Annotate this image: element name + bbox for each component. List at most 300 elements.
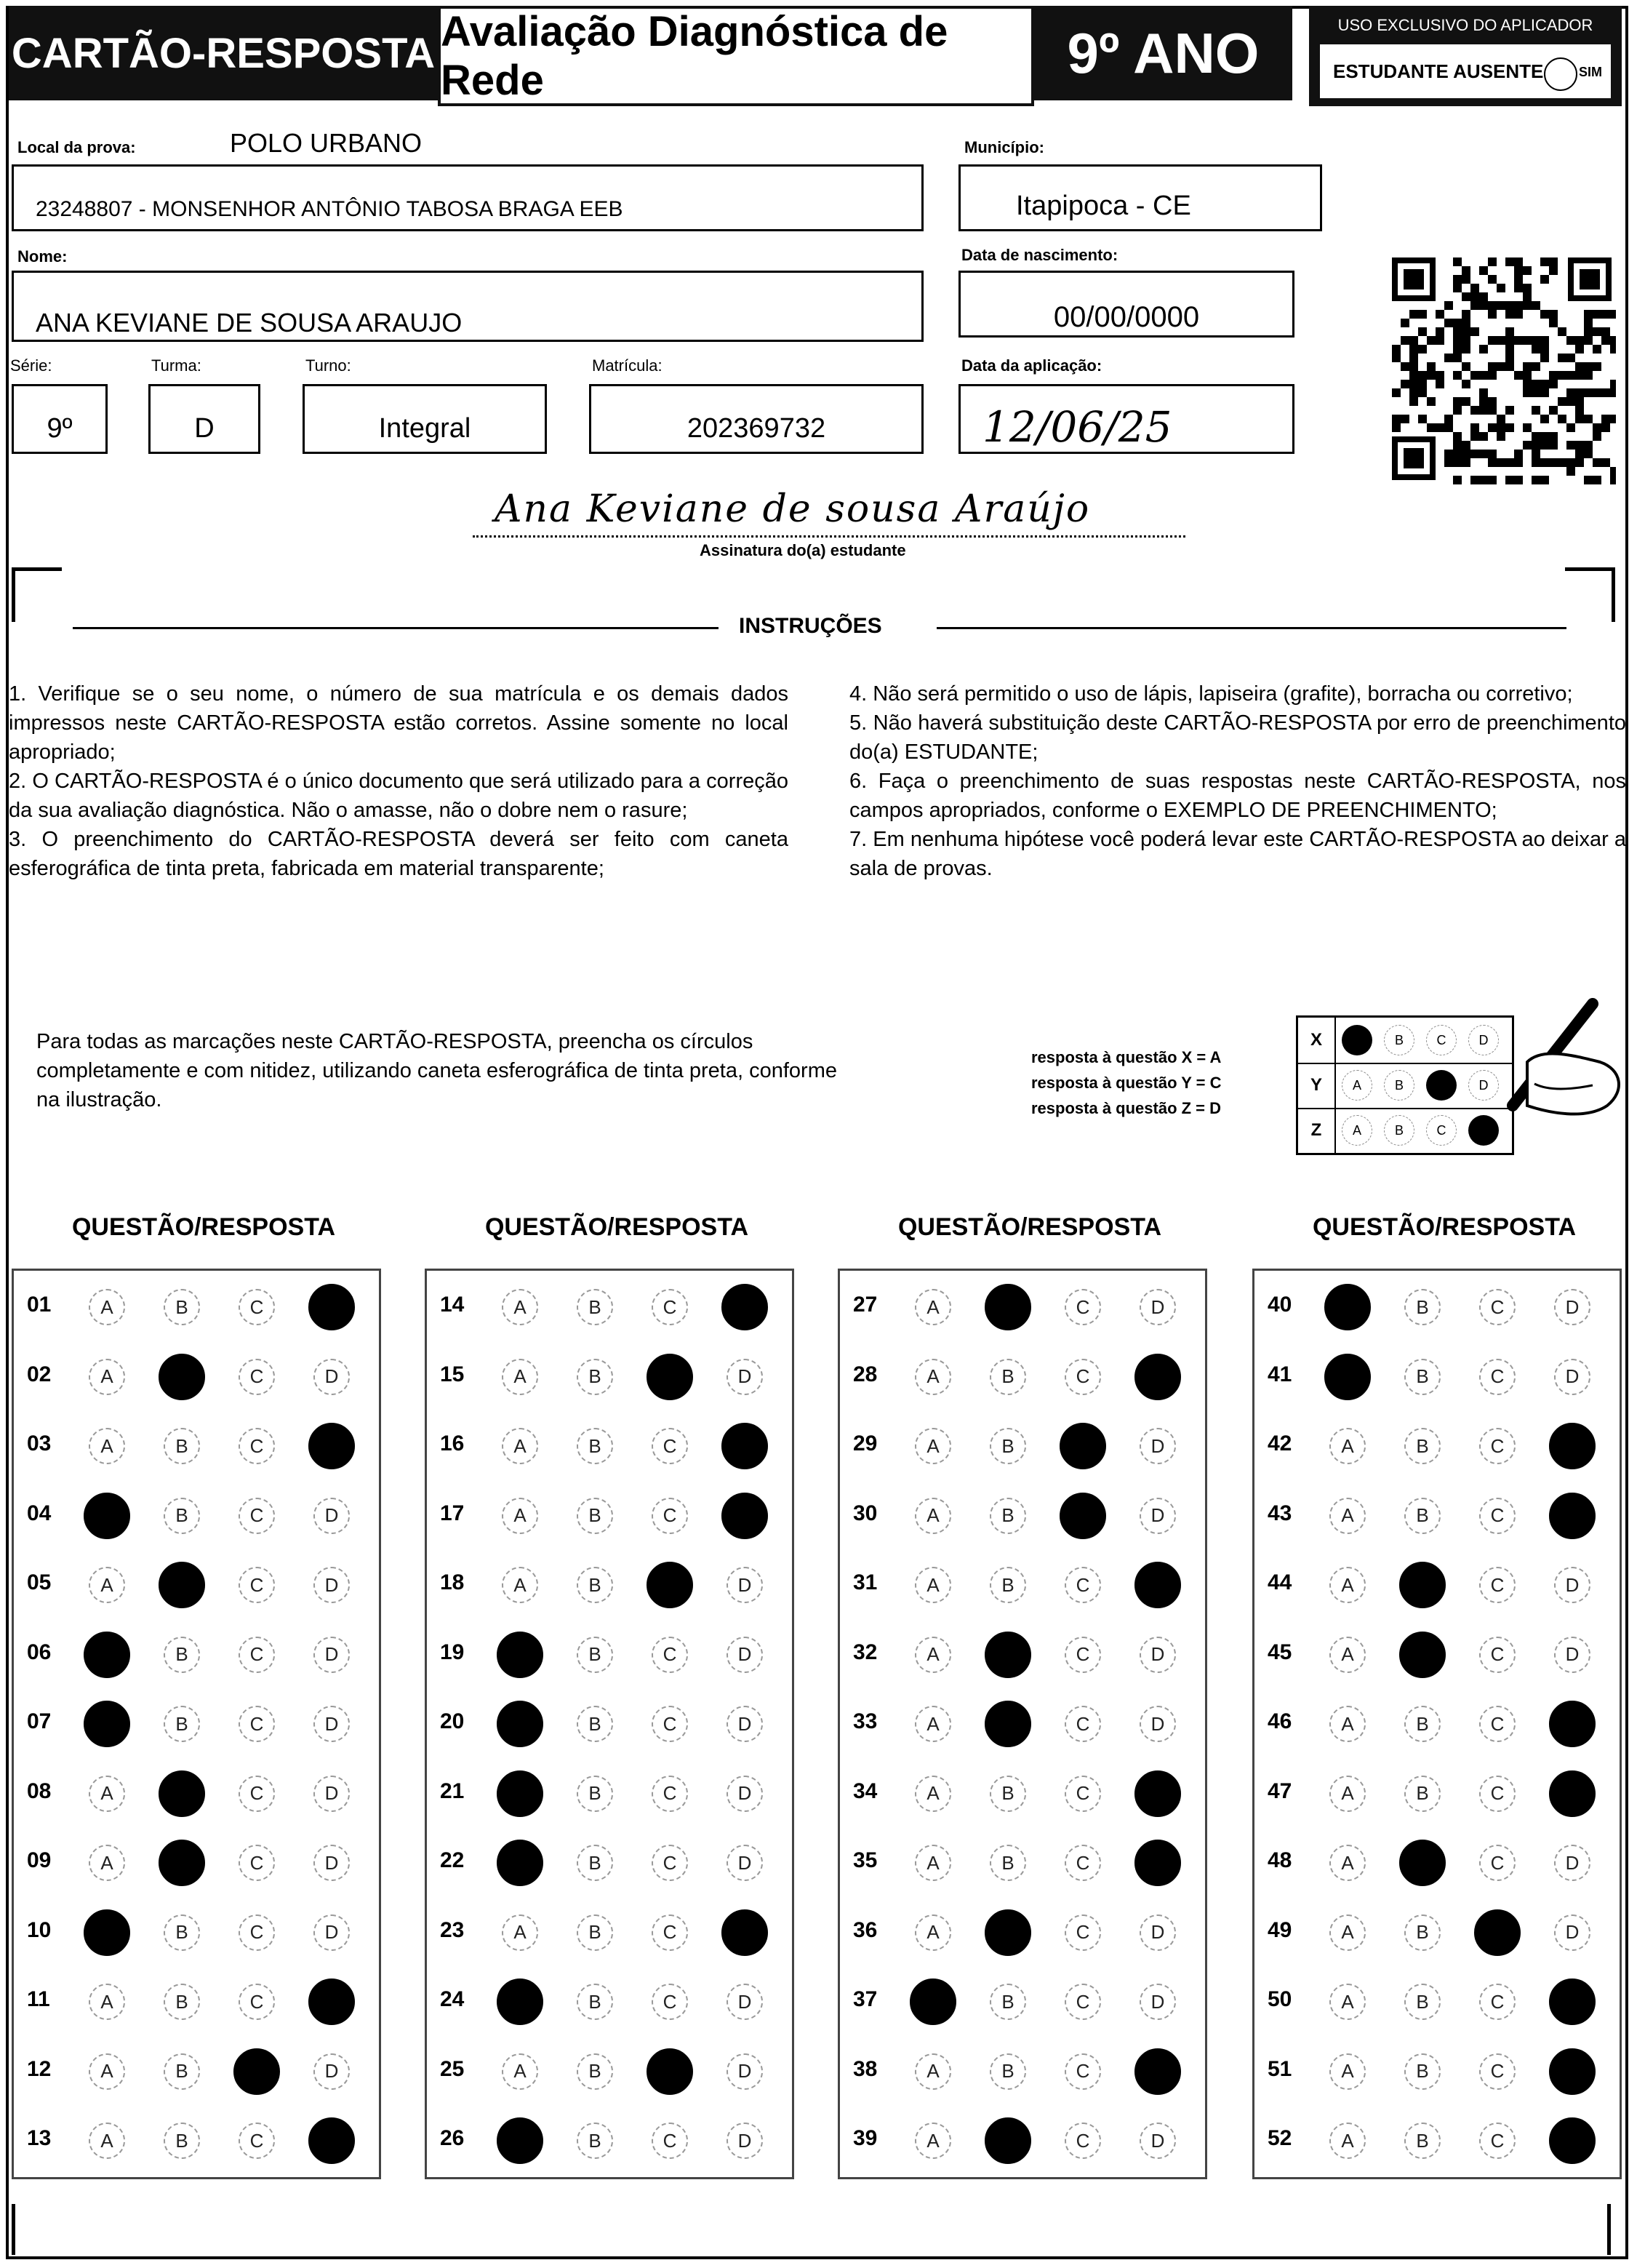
answer-bubble-c[interactable]: C	[652, 1984, 688, 2020]
question-row	[840, 1772, 1205, 1816]
instructions-rule-right	[937, 627, 1566, 629]
answer-bubble-a[interactable]: A	[497, 2117, 543, 2164]
applicator-panel	[1309, 6, 1622, 106]
answer-bubble-c[interactable]: C	[239, 1845, 275, 1881]
corner-top-right	[1565, 567, 1615, 622]
question-number: 40	[1268, 1293, 1292, 1317]
answer-bubble-a[interactable]: A	[89, 1359, 125, 1395]
question-row	[1254, 1424, 1620, 1468]
answer-bubble-b[interactable]: B	[577, 1359, 613, 1395]
answer-bubble-c[interactable]: C	[1479, 1706, 1516, 1742]
answer-bubble-d[interactable]: D	[1549, 1423, 1596, 1469]
question-number: 32	[853, 1640, 878, 1664]
answer-bubble-c[interactable]: C	[1065, 1914, 1101, 1951]
answer-bubble-c[interactable]: C	[239, 1984, 275, 2020]
answer-bubble-c[interactable]: C	[1065, 2053, 1101, 2090]
question-row	[14, 1285, 379, 1329]
answer-bubble-a[interactable]: A	[502, 1428, 538, 1464]
answer-bubble-b[interactable]: B	[577, 2053, 613, 2090]
answer-bubble-b[interactable]: B	[990, 2053, 1026, 2090]
answer-bubble-d[interactable]: D	[721, 1493, 768, 1539]
answer-bubble-b[interactable]: B	[159, 1354, 205, 1400]
answer-bubble-c[interactable]: C	[239, 1567, 275, 1603]
answer-bubble-a[interactable]: A	[1329, 2123, 1366, 2159]
answer-bubble-d[interactable]: D	[313, 1706, 350, 1742]
answer-bubble-d[interactable]: D	[1140, 1706, 1176, 1742]
answer-bubble-d[interactable]: D	[1134, 1562, 1181, 1608]
instructions-left	[9, 679, 788, 883]
answer-bubble-b[interactable]: B	[577, 1776, 613, 1812]
name-value: ANA KEVIANE DE SOUSA ARAUJO	[36, 308, 463, 338]
answer-bubble-a[interactable]: A	[89, 1289, 125, 1325]
question-number: 49	[1268, 1917, 1292, 1942]
answer-bubble-d[interactable]: D	[1134, 1840, 1181, 1886]
answer-bubble-a[interactable]: A	[915, 1914, 951, 1951]
answer-bubble-b[interactable]: B	[990, 1776, 1026, 1812]
question-row	[840, 1563, 1205, 1607]
answer-bubble-a[interactable]: A	[89, 2053, 125, 2090]
answer-bubble-a[interactable]: A	[915, 1637, 951, 1673]
qr-finder-top-right	[1568, 257, 1612, 301]
answer-bubble-b[interactable]: B	[1404, 1914, 1441, 1951]
example-row	[1298, 1063, 1512, 1109]
answer-bubble-d[interactable]: D	[721, 1284, 768, 1330]
answer-bubble-d[interactable]: D	[727, 1567, 763, 1603]
shift-field	[303, 384, 547, 454]
question-row	[14, 1841, 379, 1885]
answer-bubble-d[interactable]: D	[1549, 1770, 1596, 1817]
answer-bubble-d[interactable]: D	[727, 1845, 763, 1881]
answer-bubble-a[interactable]: A	[915, 1498, 951, 1534]
answer-bubble-a[interactable]: A	[497, 1770, 543, 1817]
answer-bubble-c[interactable]: C	[652, 1498, 688, 1534]
question-number: 30	[853, 1501, 878, 1525]
answer-bubble-b[interactable]: B	[577, 1914, 613, 1951]
answer-bubble-d[interactable]: D	[308, 2117, 355, 2164]
answer-bubble-a[interactable]: A	[915, 1706, 951, 1742]
answer-bubble-c[interactable]: C	[239, 1498, 275, 1534]
question-row	[1254, 1772, 1620, 1816]
answer-bubble-b[interactable]: B	[159, 1840, 205, 1886]
answer-bubble-b[interactable]: B	[1404, 1428, 1441, 1464]
answer-bubble-c[interactable]: C	[239, 1289, 275, 1325]
answer-bubble-a[interactable]: A	[497, 1840, 543, 1886]
answer-bubble-a[interactable]: A	[502, 2053, 538, 2090]
answer-bubble-c[interactable]: C	[1479, 1359, 1516, 1395]
answer-bubble-b[interactable]: B	[1404, 1984, 1441, 2020]
answer-bubble-d[interactable]: D	[1140, 1637, 1176, 1673]
answer-bubble-a[interactable]: A	[89, 2123, 125, 2159]
column-header: QUESTÃO/RESPOSTA	[484, 1213, 749, 1241]
answer-bubble-c[interactable]: C	[1065, 1637, 1101, 1673]
answer-bubble-d[interactable]: D	[721, 1909, 768, 1956]
answer-bubble-c[interactable]: C	[1065, 1567, 1101, 1603]
answer-bubble-b[interactable]: B	[577, 1706, 613, 1742]
answer-bubble-b[interactable]: B	[1399, 1840, 1446, 1886]
qr-finder-top-left	[1392, 257, 1436, 301]
question-number: 43	[1268, 1501, 1292, 1525]
question-row	[14, 1911, 379, 1954]
answer-bubble-b[interactable]: B	[1404, 1706, 1441, 1742]
answer-bubble-c[interactable]: C	[1479, 1428, 1516, 1464]
question-row	[14, 1563, 379, 1607]
answer-bubble-d[interactable]: D	[1140, 1498, 1176, 1534]
answer-bubble-b[interactable]: B	[990, 1498, 1026, 1534]
answer-bubble-c[interactable]: C	[1479, 1637, 1516, 1673]
answer-bubble-c[interactable]: C	[1479, 1289, 1516, 1325]
instructions-rule-left	[73, 627, 719, 629]
answer-bubble-c[interactable]: C	[647, 1562, 693, 1608]
question-number: 35	[853, 1848, 878, 1872]
class-value: D	[194, 413, 215, 444]
answer-bubble-d[interactable]: D	[308, 1978, 355, 2025]
answer-bubble-b[interactable]: B	[1399, 1562, 1446, 1608]
question-row	[840, 1494, 1205, 1538]
question-number: 08	[27, 1778, 52, 1803]
answer-bubble-d[interactable]: D	[1554, 1845, 1590, 1881]
answer-bubble-d[interactable]: D	[313, 2053, 350, 2090]
series-label: Série:	[10, 356, 52, 375]
instruction-2: 2. O CARTÃO-RESPOSTA é o único documento que será utilizado para a correção da sua avaliação diagnóstica. Não o amasse, não o dobre nem o rasure;	[9, 770, 788, 822]
answer-bubble-c[interactable]: C	[652, 1706, 688, 1742]
answer-bubble-c[interactable]: C	[652, 1289, 688, 1325]
answer-bubble-d[interactable]: D	[1134, 1770, 1181, 1817]
answer-bubble-d[interactable]: D	[727, 1359, 763, 1395]
answer-bubble-a[interactable]: A	[502, 1289, 538, 1325]
answer-bubble-d[interactable]: D	[727, 2123, 763, 2159]
question-row	[427, 1702, 792, 1746]
answer-bubble-b[interactable]: B	[164, 1289, 200, 1325]
answer-bubble-b[interactable]: B	[985, 1632, 1031, 1678]
answer-bubble-b[interactable]: B	[577, 1289, 613, 1325]
answer-bubble-b[interactable]: B	[577, 1428, 613, 1464]
example-bubble-b: B	[1384, 1070, 1414, 1101]
example-line-x: resposta à questão X = A	[1031, 1048, 1222, 1066]
answer-bubble-d[interactable]: D	[313, 1359, 350, 1395]
answer-bubble-b[interactable]: B	[985, 1701, 1031, 1747]
city-field	[958, 164, 1322, 231]
answer-bubble-c[interactable]: C	[1065, 1359, 1101, 1395]
column-header: QUESTÃO/RESPOSTA	[71, 1213, 336, 1241]
answer-bubble-d[interactable]: D	[1554, 1914, 1590, 1951]
answer-bubble-c[interactable]: C	[1479, 2053, 1516, 2090]
answer-bubble-a[interactable]: A	[89, 1845, 125, 1881]
answer-bubble-d[interactable]: D	[727, 1984, 763, 2020]
answer-bubble-c[interactable]: C	[1479, 2123, 1516, 2159]
answer-bubble-a[interactable]: A	[1329, 1914, 1366, 1951]
answer-bubble-a[interactable]: A	[502, 1567, 538, 1603]
answer-bubble-b[interactable]: B	[990, 1845, 1026, 1881]
answer-bubble-a[interactable]: A	[1324, 1354, 1371, 1400]
answer-bubble-b[interactable]: B	[985, 2117, 1031, 2164]
question-number: 36	[853, 1917, 878, 1942]
answer-bubble-b[interactable]: B	[990, 1428, 1026, 1464]
answer-bubble-d[interactable]: D	[1549, 2117, 1596, 2164]
example-row-label: X	[1298, 1018, 1336, 1063]
answer-bubble-a[interactable]: A	[1329, 2053, 1366, 2090]
answer-bubble-d[interactable]: D	[721, 1423, 768, 1469]
answer-bubble-b[interactable]: B	[159, 1770, 205, 1817]
answer-bubble-a[interactable]: A	[84, 1909, 130, 1956]
instructions-title: INSTRUÇÕES	[739, 614, 882, 638]
question-row	[840, 1285, 1205, 1329]
enroll-field	[589, 384, 924, 454]
answer-bubble-a[interactable]: A	[89, 1567, 125, 1603]
answer-bubble-a[interactable]: A	[497, 1701, 543, 1747]
answer-bubble-b[interactable]: B	[577, 1637, 613, 1673]
answer-bubble-b[interactable]: B	[1399, 1632, 1446, 1678]
answer-bubble-d[interactable]: D	[727, 1706, 763, 1742]
answer-bubble-c[interactable]: C	[1479, 1498, 1516, 1534]
answer-bubble-d[interactable]: D	[308, 1284, 355, 1330]
answer-bubble-a[interactable]: A	[502, 1498, 538, 1534]
answer-bubble-b[interactable]: B	[990, 1984, 1026, 2020]
answer-bubble-a[interactable]: A	[915, 1845, 951, 1881]
answer-bubble-a[interactable]: A	[915, 2123, 951, 2159]
answer-bubble-d[interactable]: D	[308, 1423, 355, 1469]
question-number: 28	[853, 1362, 878, 1386]
question-number: 26	[440, 2126, 465, 2150]
answer-bubble-c[interactable]: C	[239, 1706, 275, 1742]
answer-bubble-c[interactable]: C	[652, 2123, 688, 2159]
answer-bubble-b[interactable]: B	[577, 1567, 613, 1603]
answer-bubble-b[interactable]: B	[577, 1498, 613, 1534]
answer-bubble-d[interactable]: D	[1554, 1359, 1590, 1395]
answer-bubble-a[interactable]: A	[915, 1289, 951, 1325]
answer-bubble-b[interactable]: B	[1404, 2123, 1441, 2159]
answer-bubble-c[interactable]: C	[1060, 1493, 1106, 1539]
answer-bubble-c[interactable]: C	[1065, 1289, 1101, 1325]
answer-bubble-b[interactable]: B	[164, 1637, 200, 1673]
question-number: 38	[853, 2056, 878, 2081]
example-bubble-a	[1342, 1025, 1372, 1055]
birth-field	[958, 271, 1294, 338]
answer-bubble-c[interactable]: C	[652, 1428, 688, 1464]
answer-bubble-c[interactable]: C	[652, 1914, 688, 1951]
answer-bubble-c[interactable]: C	[233, 2048, 280, 2095]
answer-bubble-c[interactable]: C	[239, 1637, 275, 1673]
answer-bubble-a[interactable]: A	[1329, 1567, 1366, 1603]
answer-bubble-d[interactable]: D	[313, 1776, 350, 1812]
answer-bubble-a[interactable]: A	[1329, 1776, 1366, 1812]
answer-bubble-d[interactable]: D	[1549, 1701, 1596, 1747]
question-number: 15	[440, 1362, 465, 1386]
question-row	[427, 1494, 792, 1538]
question-row	[427, 2119, 792, 2163]
answer-bubble-c[interactable]: C	[239, 1359, 275, 1395]
question-row	[1254, 1285, 1620, 1329]
answer-bubble-c[interactable]: C	[239, 1776, 275, 1812]
question-row	[14, 1424, 379, 1468]
name-label: Nome:	[17, 247, 68, 265]
question-number: 48	[1268, 1848, 1292, 1872]
answer-bubble-c[interactable]: C	[1065, 1984, 1101, 2020]
answer-bubble-d[interactable]: D	[313, 1637, 350, 1673]
answer-bubble-b[interactable]: B	[164, 1498, 200, 1534]
answer-bubble-b[interactable]: B	[159, 1562, 205, 1608]
answer-bubble-d[interactable]: D	[1554, 1637, 1590, 1673]
answer-bubble-d[interactable]: D	[1554, 1567, 1590, 1603]
example-line-y: resposta à questão Y = C	[1031, 1074, 1222, 1092]
answer-bubble-b[interactable]: B	[1404, 1289, 1441, 1325]
answer-bubble-a[interactable]: A	[1329, 1637, 1366, 1673]
answer-bubble-b[interactable]: B	[577, 1845, 613, 1881]
question-row	[14, 1772, 379, 1816]
question-row	[427, 1424, 792, 1468]
answer-bubble-c[interactable]: C	[1060, 1423, 1106, 1469]
corner-top-left	[12, 567, 62, 622]
answer-bubble-d[interactable]: D	[1549, 1493, 1596, 1539]
series-field	[12, 384, 108, 454]
answer-bubble-b[interactable]: B	[164, 1914, 200, 1951]
answer-bubble-a[interactable]: A	[915, 1776, 951, 1812]
class-field	[148, 384, 260, 454]
answer-bubble-b[interactable]: B	[577, 2123, 613, 2159]
answer-bubble-a[interactable]: A	[497, 1978, 543, 2025]
question-number: 06	[27, 1640, 52, 1664]
answer-bubble-d[interactable]: D	[1140, 1289, 1176, 1325]
answer-bubble-c[interactable]: C	[1065, 2123, 1101, 2159]
answer-bubble-d[interactable]: D	[1549, 2048, 1596, 2095]
question-row	[427, 1980, 792, 2024]
answer-bubble-a[interactable]: A	[89, 1428, 125, 1464]
question-row	[1254, 1980, 1620, 2024]
answer-bubble-d[interactable]: D	[727, 1637, 763, 1673]
answer-bubble-d[interactable]: D	[1554, 1289, 1590, 1325]
answer-bubble-b[interactable]: B	[990, 1567, 1026, 1603]
question-number: 52	[1268, 2126, 1292, 2150]
answer-bubble-d[interactable]: D	[1140, 1428, 1176, 1464]
answer-bubble-d[interactable]: D	[1549, 1978, 1596, 2025]
answer-bubble-c[interactable]: C	[1474, 1909, 1521, 1956]
answer-bubble-a[interactable]: A	[915, 1567, 951, 1603]
answer-bubble-d[interactable]: D	[1140, 1914, 1176, 1951]
absent-bubble[interactable]	[1544, 57, 1577, 91]
answer-bubble-a[interactable]: A	[1329, 1984, 1366, 2020]
answer-bubble-d[interactable]: D	[727, 2053, 763, 2090]
answer-bubble-a[interactable]: A	[89, 1984, 125, 2020]
answer-bubble-a[interactable]: A	[84, 1493, 130, 1539]
answer-bubble-c[interactable]: C	[239, 2123, 275, 2159]
question-row	[14, 2119, 379, 2163]
question-number: 25	[440, 2056, 465, 2081]
answer-bubble-c[interactable]: C	[1065, 1776, 1101, 1812]
answer-bubble-c[interactable]: C	[239, 1428, 275, 1464]
answer-bubble-a[interactable]: A	[910, 1978, 956, 2025]
answer-bubble-a[interactable]: A	[1329, 1498, 1366, 1534]
answer-bubble-d[interactable]: D	[1140, 2123, 1176, 2159]
answer-bubble-d[interactable]: D	[1140, 1984, 1176, 2020]
instruction-1: 1. Verifique se o seu nome, o número de sua matrícula e os demais dados impressos neste CARTÃO-RESPOSTA estão corretos. Assine somente no local apropriado;	[9, 682, 788, 764]
answer-bubble-b[interactable]: B	[985, 1284, 1031, 1330]
question-row	[427, 1285, 792, 1329]
answer-bubble-c[interactable]: C	[1479, 1776, 1516, 1812]
question-number: 46	[1268, 1709, 1292, 1733]
answer-bubble-a[interactable]: A	[502, 1359, 538, 1395]
answer-bubble-d[interactable]: D	[313, 1498, 350, 1534]
answer-bubble-a[interactable]: A	[915, 1428, 951, 1464]
answer-bubble-b[interactable]: B	[164, 1984, 200, 2020]
answer-bubble-d[interactable]: D	[313, 1845, 350, 1881]
answer-bubble-c[interactable]: C	[1479, 1567, 1516, 1603]
answer-bubble-d[interactable]: D	[313, 1567, 350, 1603]
answer-bubble-b[interactable]: B	[1404, 2053, 1441, 2090]
answer-bubble-c[interactable]: C	[652, 1637, 688, 1673]
question-number: 47	[1268, 1778, 1292, 1803]
question-row	[427, 1563, 792, 1607]
answer-bubble-d[interactable]: D	[1134, 1354, 1181, 1400]
answer-bubble-b[interactable]: B	[1404, 1359, 1441, 1395]
exam-title: Avaliação Diagnóstica de Rede	[438, 6, 1034, 106]
question-number: 51	[1268, 2056, 1292, 2081]
answer-bubble-b[interactable]: B	[985, 1909, 1031, 1956]
answer-bubble-b[interactable]: B	[1404, 1776, 1441, 1812]
example-bubble-d: D	[1468, 1070, 1499, 1101]
answer-bubble-c[interactable]: C	[1065, 1706, 1101, 1742]
answer-bubble-d[interactable]: D	[313, 1914, 350, 1951]
answer-bubble-c[interactable]: C	[652, 1845, 688, 1881]
question-number: 09	[27, 1848, 52, 1872]
question-row	[14, 1494, 379, 1538]
answer-bubble-d[interactable]: D	[727, 1776, 763, 1812]
answer-bubble-a[interactable]: A	[1329, 1428, 1366, 1464]
question-number: 41	[1268, 1362, 1292, 1386]
instruction-7: 7. Em nenhuma hipótese você poderá levar este CARTÃO-RESPOSTA ao deixar a sala de provas.	[849, 828, 1626, 880]
answer-bubble-a[interactable]: A	[84, 1701, 130, 1747]
answer-bubble-c[interactable]: C	[1065, 1845, 1101, 1881]
example-row	[1298, 1018, 1512, 1064]
answer-bubble-d[interactable]: D	[1134, 2048, 1181, 2095]
answer-bubble-a[interactable]: A	[1329, 1706, 1366, 1742]
answer-bubble-a[interactable]: A	[502, 1914, 538, 1951]
answer-bubble-a[interactable]: A	[1324, 1284, 1371, 1330]
answer-bubble-b[interactable]: B	[164, 1706, 200, 1742]
question-number: 12	[27, 2056, 52, 2081]
answer-bubble-b[interactable]: B	[990, 1359, 1026, 1395]
question-number: 02	[27, 1362, 52, 1386]
question-row	[427, 1911, 792, 1954]
answer-bubble-c[interactable]: C	[647, 1354, 693, 1400]
answer-bubble-a[interactable]: A	[1329, 1845, 1366, 1881]
answer-bubble-c[interactable]: C	[652, 1776, 688, 1812]
answer-bubble-b[interactable]: B	[577, 1984, 613, 2020]
answer-bubble-a[interactable]: A	[497, 1632, 543, 1678]
answer-bubble-c[interactable]: C	[1479, 1984, 1516, 2020]
example-bubble-c: C	[1426, 1115, 1457, 1146]
answer-bubble-b[interactable]: B	[164, 1428, 200, 1464]
question-row	[1254, 1702, 1620, 1746]
instruction-4: 4. Não será permitido o uso de lápis, lapiseira (grafite), borracha ou corretivo;	[849, 682, 1573, 706]
answer-bubble-a[interactable]: A	[84, 1632, 130, 1678]
answer-bubble-a[interactable]: A	[915, 1359, 951, 1395]
answer-bubble-a[interactable]: A	[915, 2053, 951, 2090]
answer-bubble-b[interactable]: B	[164, 2053, 200, 2090]
example-bubble-d: D	[1468, 1025, 1499, 1055]
answer-bubble-b[interactable]: B	[1404, 1498, 1441, 1534]
answer-bubble-c[interactable]: C	[239, 1914, 275, 1951]
question-number: 11	[27, 1987, 50, 2011]
answer-bubble-b[interactable]: B	[164, 2123, 200, 2159]
question-number: 34	[853, 1778, 878, 1803]
answer-column	[1252, 1269, 1622, 2179]
answer-bubble-c[interactable]: C	[1479, 1845, 1516, 1881]
name-field	[12, 271, 924, 342]
signature-line	[473, 535, 1185, 538]
example-lines	[1031, 1045, 1221, 1121]
answer-bubble-a[interactable]: A	[89, 1776, 125, 1812]
answer-bubble-c[interactable]: C	[647, 2048, 693, 2095]
instructions-right	[849, 679, 1626, 883]
